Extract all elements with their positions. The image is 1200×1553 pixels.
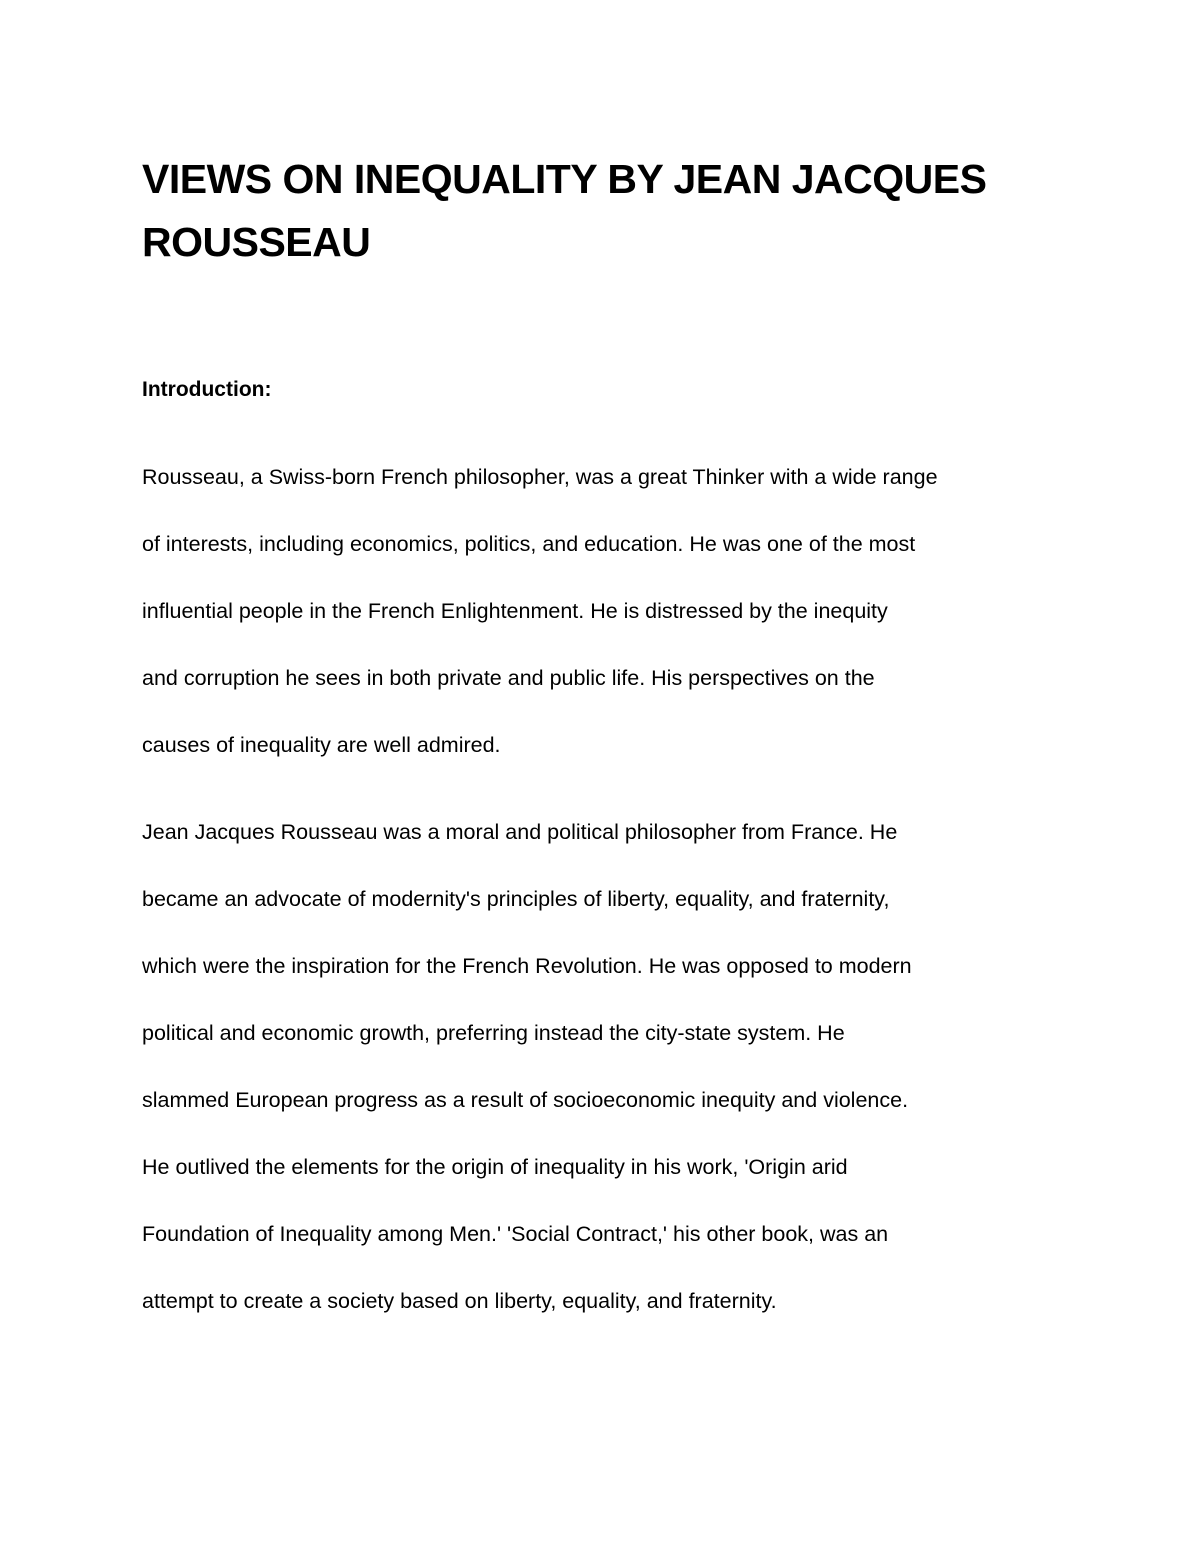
paragraph-line: Rousseau, a Swiss-born French philosopher, was a great Thinker with a wide range — [142, 465, 938, 489]
document-title — [142, 148, 1072, 274]
paragraph-line: Jean Jacques Rousseau was a moral and political philosopher from France. He — [142, 820, 898, 844]
paragraph-line: slammed European progress as a result of socioeconomic inequity and violence. — [142, 1088, 909, 1112]
title-line-2: ROUSSEAU — [142, 219, 371, 265]
paragraph-line: attempt to create a society based on liberty, equality, and fraternity. — [142, 1289, 777, 1313]
paragraph-introduction — [142, 444, 1072, 779]
paragraph-rousseau — [142, 799, 1072, 1335]
paragraph-line: influential people in the French Enlightenment. He is distressed by the inequity — [142, 599, 888, 623]
title-line-1: VIEWS ON INEQUALITY BY JEAN JACQUES — [142, 156, 987, 202]
paragraph-line: which were the inspiration for the French Revolution. He was opposed to modern — [142, 954, 912, 978]
paragraph-line: and corruption he sees in both private and public life. His perspectives on the — [142, 666, 875, 690]
paragraph-line: of interests, including economics, politics, and education. He was one of the most — [142, 532, 916, 556]
paragraph-line: Foundation of Inequality among Men.' 'Social Contract,' his other book, was an — [142, 1222, 889, 1246]
paragraph-line: became an advocate of modernity's principles of liberty, equality, and fraternity, — [142, 887, 890, 911]
paragraph-line: He outlived the elements for the origin of inequality in his work, 'Origin arid — [142, 1155, 848, 1179]
section-heading: Introduction: — [142, 378, 272, 401]
paragraph-line: causes of inequality are well admired. — [142, 733, 501, 757]
paragraph-line: political and economic growth, preferring instead the city-state system. He — [142, 1021, 845, 1045]
